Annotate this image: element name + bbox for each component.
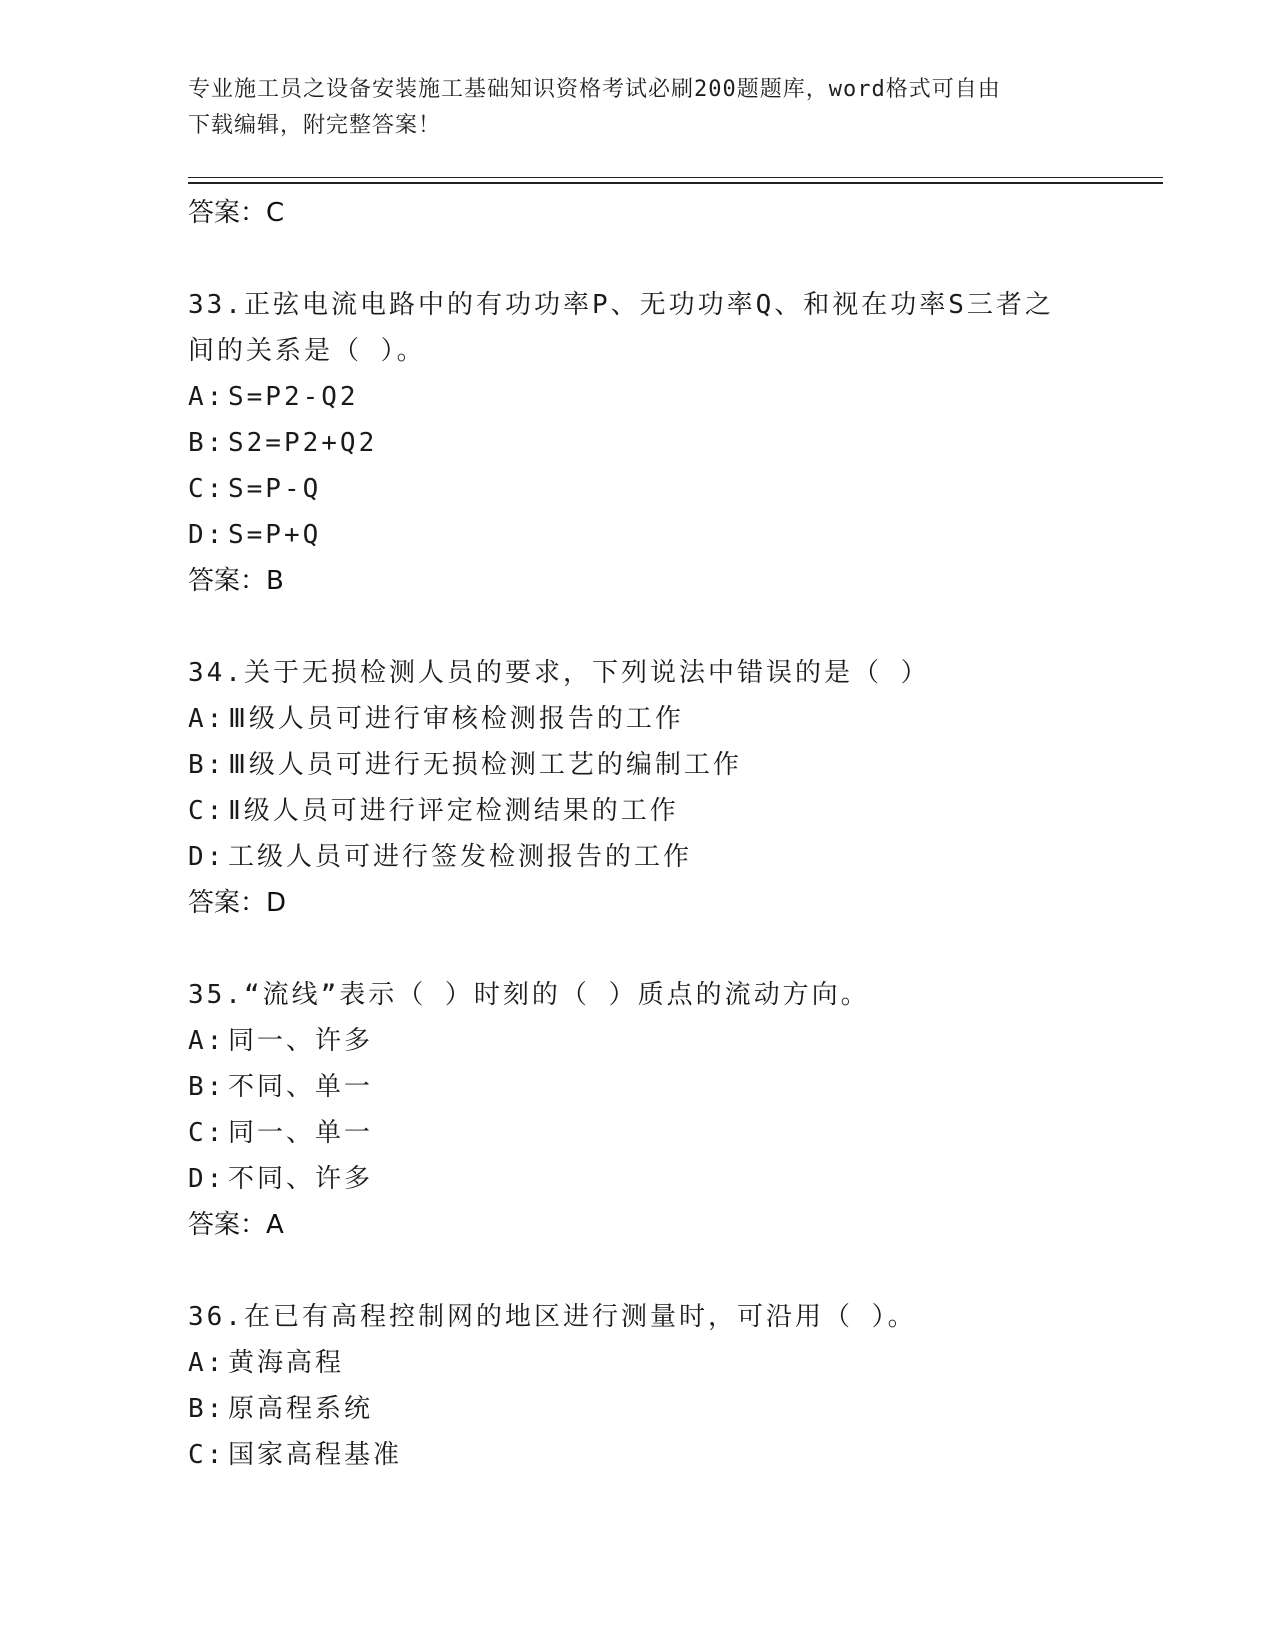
option-text: Ⅲ级人员可进行无损检测工艺的编制工作 — [228, 750, 742, 780]
question-stem-cont: 间的关系是（ ）。 — [188, 336, 426, 366]
option-d — [188, 1156, 1148, 1202]
question-stem: 36.在已有高程控制网的地区进行测量时，可沿用（ ）。 — [188, 1302, 917, 1332]
option-c — [188, 788, 1148, 834]
option-letter: D: — [188, 520, 226, 550]
option-letter: A: — [188, 1348, 226, 1378]
option-text: 工级人员可进行签发检测报告的工作 — [228, 842, 693, 872]
question-list — [188, 190, 1148, 1478]
option-text: 同一、单一 — [228, 1118, 374, 1148]
answer-text: 答案：D — [188, 888, 287, 918]
header-divider-thick — [188, 182, 1163, 184]
answer-text: 答案：C — [188, 198, 285, 228]
option-letter: B: — [188, 1394, 226, 1424]
option-letter: B: — [188, 750, 226, 780]
option-letter: C: — [188, 796, 226, 826]
option-d — [188, 512, 1148, 558]
question-stem: 33.正弦电流电路中的有功功率P、无功功率Q、和视在功率S三者之 — [188, 290, 1054, 320]
option-letter: A: — [188, 382, 226, 412]
option-text: Ⅲ级人员可进行审核检测报告的工作 — [228, 704, 684, 734]
question-stem: 34.关于无损检测人员的要求，下列说法中错误的是（ ） — [188, 658, 930, 688]
option-text: S=P2-Q2 — [228, 382, 359, 412]
option-b — [188, 1064, 1148, 1110]
option-text: S2=P2+Q2 — [228, 428, 378, 458]
option-text: 黄海高程 — [228, 1348, 345, 1378]
header-divider — [188, 177, 1163, 178]
option-a — [188, 374, 1148, 420]
option-b — [188, 420, 1148, 466]
option-c — [188, 1432, 1148, 1478]
option-c — [188, 1110, 1148, 1156]
option-text: S=P-Q — [228, 474, 322, 504]
option-letter: D: — [188, 1164, 226, 1194]
answer-text: 答案：B — [188, 566, 284, 596]
option-letter: C: — [188, 474, 226, 504]
question-block — [188, 972, 1148, 1248]
option-letter: B: — [188, 428, 226, 458]
option-b — [188, 1386, 1148, 1432]
option-letter: D: — [188, 842, 226, 872]
option-letter: C: — [188, 1118, 226, 1148]
question-block — [188, 650, 1148, 926]
page-header — [188, 72, 1088, 144]
option-letter: A: — [188, 1026, 226, 1056]
option-text: 原高程系统 — [228, 1394, 374, 1424]
option-letter: C: — [188, 1440, 226, 1470]
option-text: S=P+Q — [228, 520, 322, 550]
option-letter: A: — [188, 704, 226, 734]
option-text: 同一、许多 — [228, 1026, 374, 1056]
option-a — [188, 1018, 1148, 1064]
option-a — [188, 696, 1148, 742]
option-b — [188, 742, 1148, 788]
option-text: 国家高程基准 — [228, 1440, 403, 1470]
header-line-2: 下载编辑，附完整答案！ — [188, 113, 442, 138]
option-d — [188, 834, 1148, 880]
option-c — [188, 466, 1148, 512]
question-stem: 35.“流线”表示（ ）时刻的（ ）质点的流动方向。 — [188, 980, 870, 1010]
question-block — [188, 282, 1148, 604]
option-text: Ⅱ级人员可进行评定检测结果的工作 — [228, 796, 679, 826]
option-text: 不同、单一 — [228, 1072, 374, 1102]
question-block — [188, 1294, 1148, 1478]
header-line-1: 专业施工员之设备安装施工基础知识资格考试必刷200题题库，word格式可自由 — [188, 77, 1001, 102]
option-a — [188, 1340, 1148, 1386]
option-text: 不同、许多 — [228, 1164, 374, 1194]
option-letter: B: — [188, 1072, 226, 1102]
answer-text: 答案：A — [188, 1210, 284, 1240]
